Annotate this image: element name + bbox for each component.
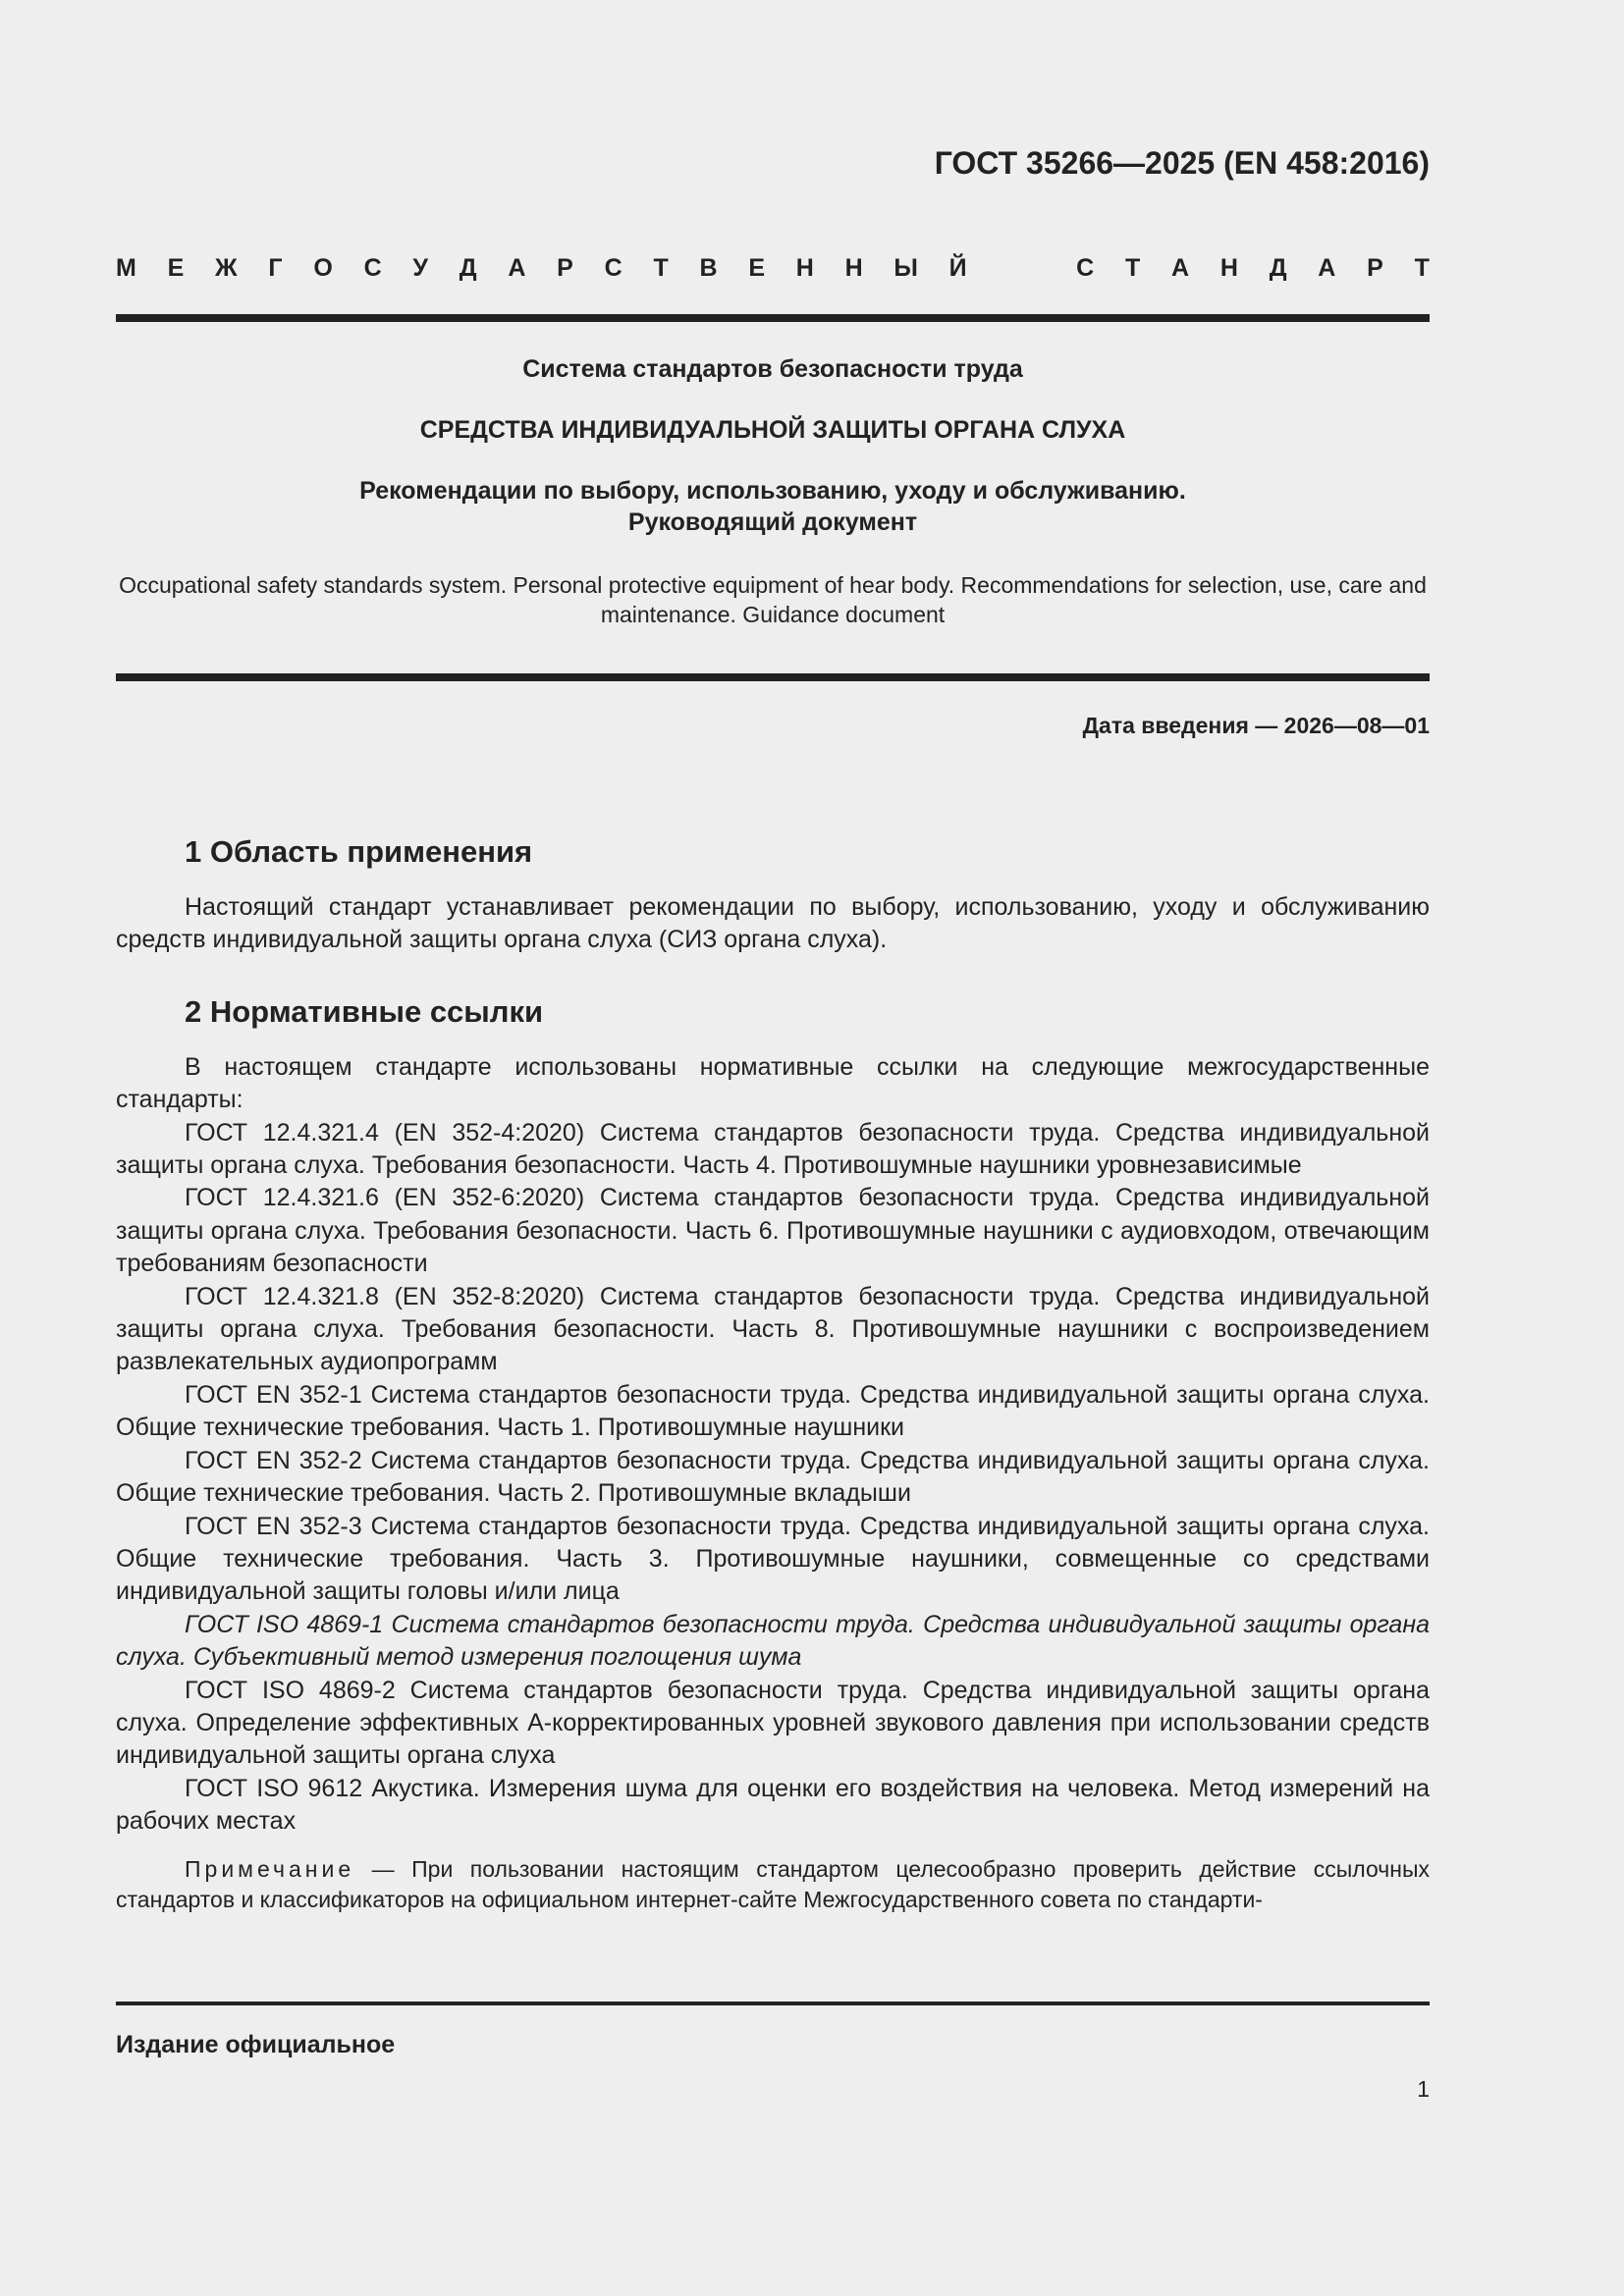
standard-type-letter: А bbox=[1318, 254, 1336, 282]
standard-type-letter: Д bbox=[1269, 254, 1287, 282]
standard-type-letter: Г bbox=[268, 254, 283, 282]
subtitle-line-1: Рекомендации по выбору, использованию, уходу и обслуживанию. bbox=[359, 477, 1186, 505]
reference-item: ГОСТ 12.4.321.4 (EN 352-4:2020) Система стандартов безопасности труда. Средства индивидуальной защиты органа слуха. Требования безопасности. Часть 4. Противошумные наушники уровнезависимые bbox=[116, 1118, 1430, 1180]
section-1-text: Настоящий стандарт устанавливает рекомендации по выбору, использованию, уходу и обслуживанию средств индивидуальной защиты органа слуха (СИЗ органа слуха). bbox=[116, 893, 1430, 954]
introduction-date: Дата введения — 2026—08—01 bbox=[1082, 713, 1430, 738]
footer-divider bbox=[116, 2002, 1430, 2005]
standard-type-letter: М bbox=[116, 254, 136, 282]
standard-type-letter: А bbox=[1171, 254, 1190, 282]
standard-type-letter: Н bbox=[844, 254, 863, 282]
standard-type-letter: Д bbox=[459, 254, 477, 282]
standard-type-letter: А bbox=[508, 254, 526, 282]
english-title: Occupational safety standards system. Personal protective equipment of hear body. Recommendations for selection, use, care and maintenance. Guidance document bbox=[119, 572, 1427, 627]
subtitle-line-2: Руководящий документ bbox=[627, 508, 918, 536]
edition-label: Издание официальное bbox=[116, 2031, 396, 2058]
standard-type-heading bbox=[116, 254, 1430, 283]
reference-item: ГОСТ EN 352-3 Система стандартов безопасности труда. Средства индивидуальной защиты органа слуха. Общие технические требования. Часть 3. Противошумные наушники, совмещенные со средствами индивидуальной защиты головы и/или лица bbox=[116, 1512, 1430, 1606]
standard-type-letter: С bbox=[604, 254, 623, 282]
reference-item: ГОСТ EN 352-1 Система стандартов безопасности труда. Средства индивидуальной защиты органа слуха. Общие технические требования. Часть 1. Противошумные наушники bbox=[116, 1380, 1430, 1442]
standard-type-letter: Т bbox=[653, 254, 669, 282]
top-divider bbox=[116, 314, 1430, 322]
document-code: ГОСТ 35266—2025 (EN 458:2016) bbox=[934, 145, 1430, 181]
document-page bbox=[116, 0, 1430, 2296]
standard-series: Система стандартов безопасности труда bbox=[522, 355, 1023, 383]
reference-item: ГОСТ ISO 9612 Акустика. Измерения шума для оценки его воздействия на человека. Метод измерений на рабочих местах bbox=[116, 1774, 1430, 1836]
word-gap bbox=[998, 254, 1045, 283]
standard-type-letter: Р bbox=[557, 254, 573, 282]
note bbox=[116, 1854, 1430, 1915]
title-divider bbox=[116, 673, 1430, 681]
page-number: 1 bbox=[1417, 2076, 1430, 2102]
standard-type-letter: Ж bbox=[215, 254, 238, 282]
note-text: — При пользовании настоящим стандартом целесообразно проверить действие ссылочных стандартов и классификаторов на официальном интернет-сайте Межгосударственного совета по стандарти- bbox=[116, 1855, 1430, 1912]
note-label: Примечание bbox=[185, 1855, 355, 1882]
standard-type-letter: В bbox=[699, 254, 718, 282]
document-subtitle bbox=[116, 475, 1430, 538]
section-2-heading: 2 Нормативные ссылки bbox=[185, 993, 544, 1029]
standard-type-letter: Н bbox=[1219, 254, 1238, 282]
reference-item: ГОСТ ISO 4869-1 Система стандартов безопасности труда. Средства индивидуальной защиты органа слуха. Субъективный метод измерения поглощения шума bbox=[116, 1610, 1430, 1672]
title-block bbox=[116, 353, 1430, 629]
standard-type-letter: Р bbox=[1367, 254, 1383, 282]
standard-type-letter: Ы bbox=[893, 254, 918, 282]
reference-item: ГОСТ 12.4.321.6 (EN 352-6:2020) Система стандартов безопасности труда. Средства индивидуальной защиты органа слуха. Требования безопасности. Часть 6. Противошумные наушники с аудиовходом, отвечающим требованиям безопасности bbox=[116, 1184, 1430, 1278]
standard-type-letter: Т bbox=[1414, 254, 1430, 282]
reference-item: ГОСТ EN 352-2 Система стандартов безопасности труда. Средства индивидуальной защиты органа слуха. Общие технические требования. Часть 2. Противошумные вкладыши bbox=[116, 1446, 1430, 1508]
standard-type-letter: Е bbox=[167, 254, 185, 282]
standard-type-letter: Н bbox=[795, 254, 814, 282]
standard-type-letter: С bbox=[1076, 254, 1095, 282]
standard-type-letter: О bbox=[313, 254, 333, 282]
reference-item: ГОСТ 12.4.321.8 (EN 352-8:2020) Система стандартов безопасности труда. Средства индивидуальной защиты органа слуха. Требования безопасности. Часть 8. Противошумные наушники с воспроизведением развлекательных аудиопрограмм bbox=[116, 1282, 1430, 1376]
document-title: СРЕДСТВА ИНДИВИДУАЛЬНОЙ ЗАЩИТЫ ОРГАНА СЛУХА bbox=[419, 416, 1126, 444]
document-body bbox=[116, 832, 1430, 1915]
standard-type-letter: С bbox=[363, 254, 382, 282]
standard-type-letter: У bbox=[412, 254, 428, 282]
section-1-heading: 1 Область применения bbox=[185, 834, 533, 869]
standard-type-letter: Е bbox=[748, 254, 765, 282]
standard-type-letter: Т bbox=[1125, 254, 1141, 282]
reference-item: ГОСТ ISO 4869-2 Система стандартов безопасности труда. Средства индивидуальной защиты органа слуха. Определение эффективных А-корректированных уровней звукового давления при использовании средств индивидуальной защиты органа слуха bbox=[116, 1676, 1430, 1770]
standard-type-letter: Й bbox=[948, 254, 967, 282]
references-intro: В настоящем стандарте использованы нормативные ссылки на следующие межгосударственные стандарты: bbox=[116, 1052, 1430, 1114]
